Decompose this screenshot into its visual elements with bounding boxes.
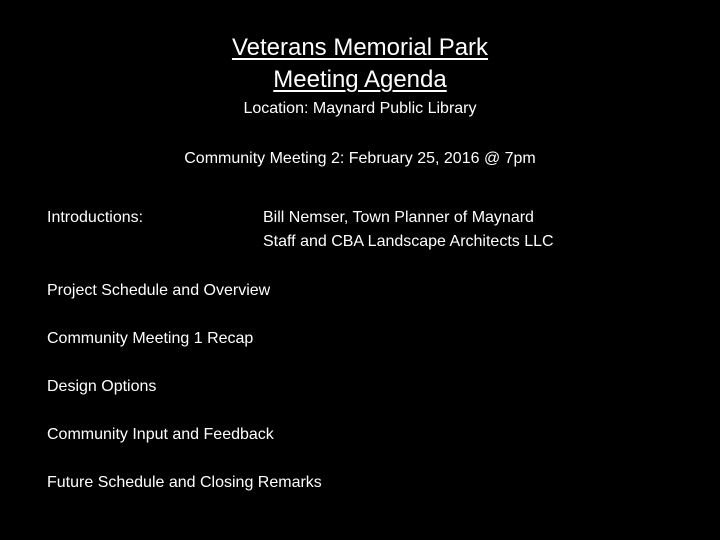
agenda-item-input-feedback: Community Input and Feedback xyxy=(47,426,274,443)
meeting-date-text: Community Meeting 2: February 25, 2016 @ 7pm xyxy=(184,150,536,167)
agenda-item-closing-remarks: Future Schedule and Closing Remarks xyxy=(47,474,322,491)
agenda-item-design-options: Design Options xyxy=(47,378,157,395)
title-park-name: Veterans Memorial Park xyxy=(231,34,489,61)
agenda-item-meeting1-recap: Community Meeting 1 Recap xyxy=(47,330,254,347)
location-text: Location: Maynard Public Library xyxy=(243,100,477,117)
introductions-line-1: Bill Nemser, Town Planner of Maynard xyxy=(263,209,534,226)
agenda-item-schedule-overview: Project Schedule and Overview xyxy=(47,282,271,299)
introductions-line-2: Staff and CBA Landscape Architects LLC xyxy=(263,233,554,250)
introductions-label: Introductions: xyxy=(47,209,144,226)
title-meeting-agenda: Meeting Agenda xyxy=(273,66,447,93)
